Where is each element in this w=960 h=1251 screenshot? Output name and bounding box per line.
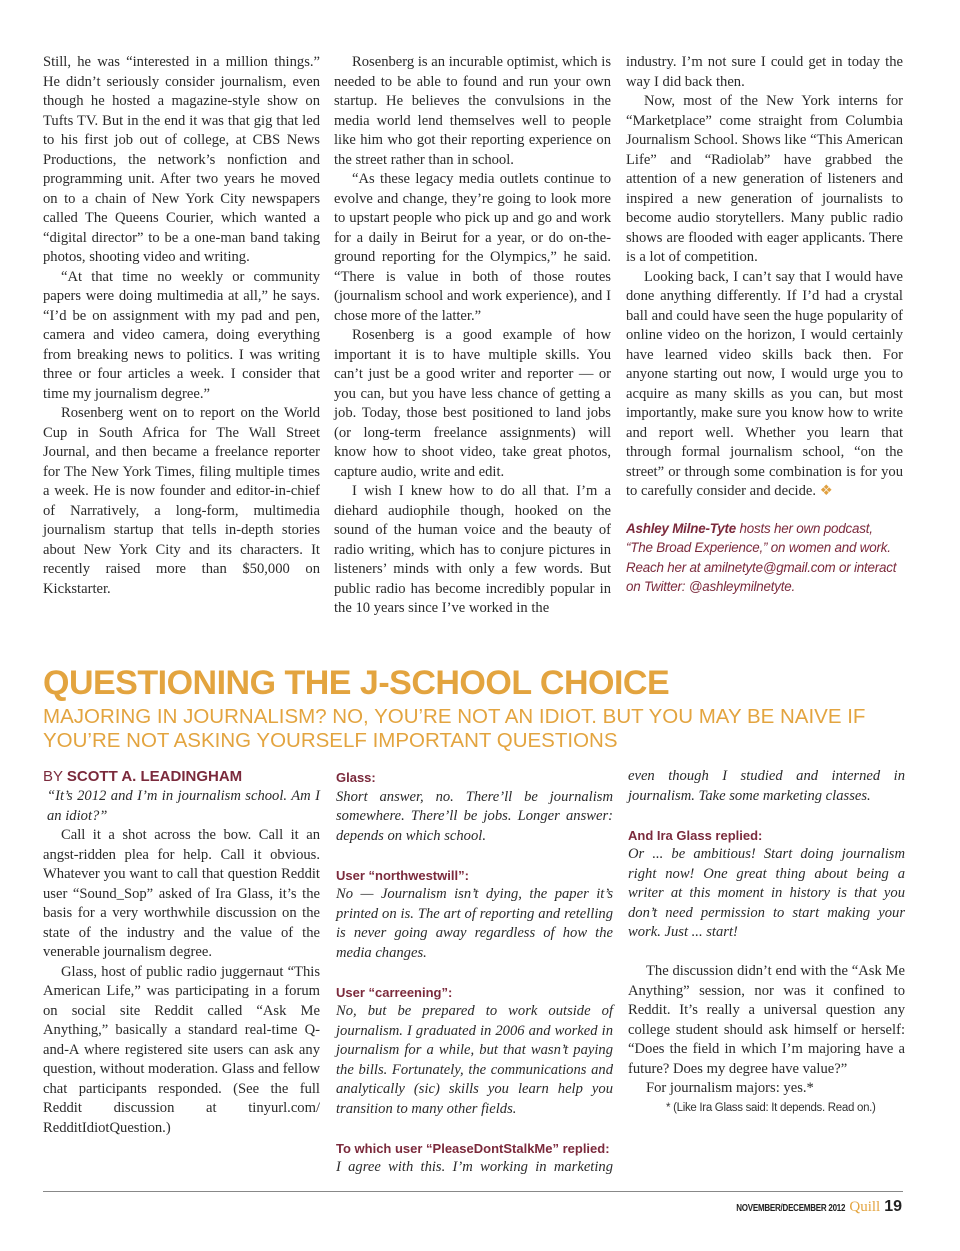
paragraph: “As these legacy media outlets continue to evolve and change, they’re going to look more to upstart people who pick up and go and work for a daily in Beirut for a year, or do on-the-ground reporting for the Olympics,” he said. “There is value in both of those routes (journalism school and work experience), and I chose more of the latter.” — [334, 171, 611, 324]
author-bio — [626, 519, 903, 597]
qa-answer: I agree with this. I’m working in marketing — [336, 1159, 613, 1175]
reddit-question: “It’s 2012 and I’m in journalism school. Am I an idiot?” — [47, 788, 320, 824]
author-name: SCOTT A. LEADINGHAM — [66, 768, 243, 785]
paragraph: For journalism majors: yes.* — [646, 1080, 814, 1096]
page-number: 19 — [884, 1198, 902, 1215]
byline-prefix: BY — [43, 768, 67, 785]
column-1-bottom — [43, 767, 320, 1138]
paragraph: industry. I’m not sure I could get in today the way I did back then. — [626, 54, 903, 90]
paragraph — [626, 268, 903, 502]
qa-label: Glass: — [336, 770, 376, 785]
end-mark-icon: ❖ — [819, 483, 833, 499]
paragraph: “At that time no weekly or community papers were doing multimedia at all,” he says. “I’d be on assignment with my pad and pen, camera and video camera, doing everything from breaking news to politics. I was writing three or four articles a week. I consider that time my journalism degree.” — [43, 268, 320, 402]
qa-label: To which user “PleaseDontStalkMe” replied: — [336, 1140, 610, 1156]
magazine-name: Quill — [849, 1199, 881, 1215]
column-3-bottom — [628, 767, 905, 1118]
bio-name: Ashley Milne-Tyte — [626, 520, 736, 536]
paragraph: Call it a shot across the bow. Call it an angst-ridden plea for help. Call it obvious. Whatever you want to call that question Reddit user “Sound_Sop” asked of Ira Glass, it’s the basis for a very worthwhile discussion on the state of the industry and the value of the venerable journalism degree. — [43, 827, 320, 960]
paragraph: Still, he was “interested in a million things.” He didn’t seriously consider journalism, even though he hosted a magazine-style show on Tufts TV. But in the end it was that gig that led to his first job out of college, at CBS News Productions, the network’s nonfiction and programming unit. After two years he moved on to a chain of New York City newspapers called The Queens Courier, which wanted a “digital director” to be a one-man band taking photos, shooting video and writing. — [43, 54, 320, 265]
column-3-top — [626, 53, 903, 597]
paragraph: Glass, host of public radio juggernaut “This American Life,” was participating in a forum on social site Reddit called “Ask Me Anything,” basically a standard real-time Q-and-A where registered site users can ask any question, without moderation. Glass and fellow chat participants responded. (See the full Reddit discussion at tinyurl.com/ RedditIdiotQuestion.) — [43, 963, 320, 1136]
qa-answer: Short answer, no. There’ll be journalism somewhere. There’ll be jobs. Longer answer: depends on which school. — [336, 788, 613, 844]
column-2-top — [334, 53, 611, 619]
byline — [43, 767, 320, 787]
article-deck: MAJORING IN JOURNALISM? NO, YOU’RE NOT AN IDIOT. BUT YOU MAY BE NAIVE IF YOU’RE NOT ASKING YOURSELF IMPORTANT QUESTIONS — [43, 705, 866, 752]
qa-label: User “carreening”: — [336, 984, 453, 1000]
paragraph: Rosenberg is an incurable optimist, which is needed to be able to found and run your own startup. He believes the convulsions in the media world lend themselves well to people like him who got their reporting experience on the street rather than in school. — [334, 54, 611, 168]
article-headline: QUESTIONING THE J-SCHOOL CHOICE — [43, 664, 670, 702]
qa-label: User “northwestwill”: — [336, 867, 469, 883]
qa-label: And Ira Glass replied: — [628, 827, 763, 843]
paragraph: Now, most of the New York interns for “Marketplace” come straight from Columbia Journalism School. Shows like “This American Life” and “Radiolab” have grabbed the attention of a new generation of listeners and inspired a new generation of journalists to become audio storytellers. Many public radio shows are flooded with eager applicants. There is a lot of competition. — [626, 93, 903, 265]
qa-answer-continued: even though I studied and interned in journalism. Take some marketing classes. — [628, 768, 905, 804]
issue-date: NOVEMBER/DECEMBER 2012 — [736, 1203, 846, 1214]
paragraph-text: Looking back, I can’t say that I would have done anything differently. If I’d had a crystal ball and could have seen the huge popularity of online video on the horizon, I would certainly have learned video skills back then. For anyone starting out now, I would urge you to acquire as many skills as you can, but most importantly, make sure you know how to write and report well. Whether you learn that through formal journalism school, “on the street” or through some combination is for you to carefully consider and decide. — [626, 268, 903, 499]
qa-answer: Or ... be ambitious! Start doing journalism right now! One great thing about being a writer at this moment in history is that you don’t need permission to start making your work. Just ... start! — [628, 846, 905, 940]
qa-answer: No — Journalism isn’t dying, the paper it’s printed on is. The art of reporting and retelling is never going away regardless of how the media changes. — [336, 886, 613, 961]
column-2-bottom — [336, 768, 613, 1178]
paragraph: The discussion didn’t end with the “Ask Me Anything” session, nor was it confined to Reddit. It’s really a universal question any college student should ask himself or herself: “Does the field in which I’m majoring have a future? Does my degree have value?” — [628, 963, 905, 1077]
qa-answer: No, but be prepared to work outside of journalism. I graduated in 2006 and worked in journalism for a while, but that wasn’t paying the bills. Fortunately, the communications and analytically (sic) skills you learn help you transition to many other fields. — [336, 1003, 613, 1117]
footer-rule — [43, 1191, 903, 1192]
footnote: * (Like Ira Glass said: It depends. Read on.) — [666, 1101, 876, 1114]
paragraph: I wish I knew how to do all that. I’m a diehard audiophile though, hooked on the sound of the human voice and the beauty of radio writing, which has to conjure pictures in listeners’ minds with only a few words. But public radio has become incredibly popular in the 10 years since I’ve worked in the — [334, 483, 611, 616]
paragraph: Rosenberg went on to report on the World Cup in South Africa for The Wall Street Journal, and then became a freelance reporter for The New York Times, filing multiple times a week. He is now founder and editor-in-chief of Narratively, a long-form, multimedia journalism startup that tells in-depth stories about New York City and its characters. It recently raised more than $50,000 on Kickstarter. — [43, 405, 320, 597]
bio-text: hosts her own podcast, “The Broad Experience,” on women and work. Reach her at amilnetyte@gmail.com or interact on Twitter: @ashleymilnetyte. — [626, 520, 897, 594]
page-footer — [709, 1198, 902, 1216]
column-1-top — [43, 53, 320, 599]
paragraph: Rosenberg is a good example of how important it is to have multiple skills. You can’t just be a good writer and reporter — or you can, but you have less chance of getting a job. Today, those best positioned to land jobs (or long-term freelance assignments) will know how to shoot video, take great photos, capture audio, write and edit. — [334, 327, 611, 480]
